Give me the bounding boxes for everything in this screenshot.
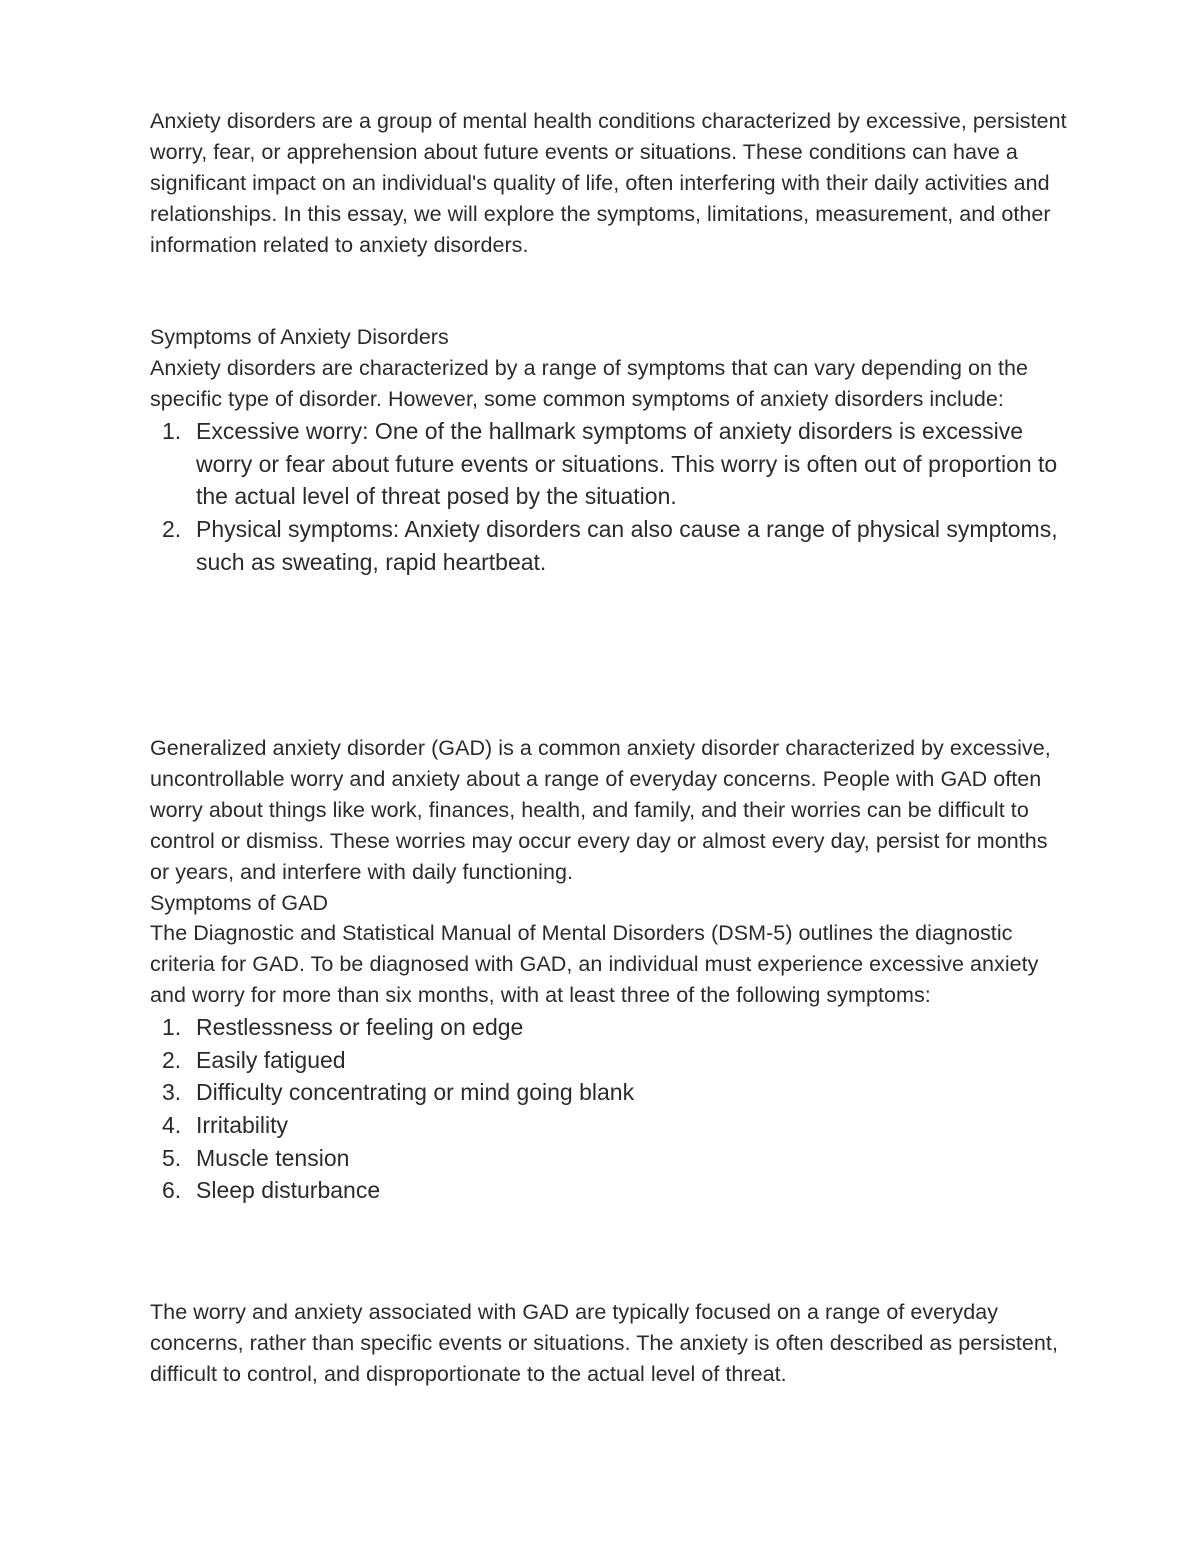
list-item-number: 4.: [162, 1111, 182, 1138]
list-item-text: Excessive worry: One of the hallmark symptoms of anxiety disorders is excessive worry or fear about future events or situations. This worry is often out of proportion to the actual level of threat posed by the situation.: [196, 417, 1058, 510]
list-item: [150, 1044, 1070, 1077]
list-item-number: 2.: [162, 516, 182, 543]
list-item: [150, 1011, 1070, 1044]
list-item-text: Irritability: [196, 1111, 289, 1138]
closing-paragraph: The worry and anxiety associated with GAD are typically focused on a range of everyday concerns, rather than specific events or situations. The anxiety is often described as persistent, difficult to control, and disproportionate to the actual level of threat.: [150, 1300, 1058, 1386]
symptoms-paragraph: Anxiety disorders are characterized by a range of symptoms that can vary depending on the specific type of disorder. However, some common symptoms of anxiety disorders include:: [150, 355, 1029, 411]
list-item: [150, 1142, 1070, 1175]
list-item-text: Muscle tension: [196, 1144, 350, 1171]
list-item-number: 1.: [162, 417, 182, 444]
symptoms-heading: Symptoms of Anxiety Disorders: [150, 325, 449, 349]
list-item-number: 3.: [162, 1079, 182, 1106]
list-item: [150, 513, 1070, 579]
gad-symptoms-list: [150, 1011, 1070, 1207]
list-item: [150, 415, 1070, 513]
symptoms-list: [150, 415, 1070, 579]
list-item: [150, 1109, 1070, 1142]
list-item-number: 2.: [162, 1046, 182, 1073]
closing-block: [150, 1297, 1070, 1390]
gad-criteria-paragraph: The Diagnostic and Statistical Manual of Mental Disorders (DSM-5) outlines the diagnostic criteria for GAD. To be diagnosed with GAD, an individual must experience excessive anxiety and worry for more than six months, with at least three of the following symptoms:: [150, 921, 1039, 1008]
intro-block: [150, 106, 1070, 261]
list-item-text: Restlessness or feeling on edge: [196, 1014, 524, 1041]
list-item-number: 5.: [162, 1144, 182, 1171]
list-item: [150, 1076, 1070, 1109]
gad-paragraph: Generalized anxiety disorder (GAD) is a common anxiety disorder characterized by excessive, uncontrollable worry and anxiety about a range of everyday concerns. People with GAD often worry about things like work, finances, health, and family, and their worries can be difficult to control or dismiss. These worries may occur every day or almost every day, persist for months or years, and interfere with daily functioning.: [150, 736, 1051, 884]
list-item-text: Physical symptoms: Anxiety disorders can also cause a range of physical symptoms, such as sweating, rapid heartbeat.: [196, 516, 1058, 575]
intro-paragraph: Anxiety disorders are a group of mental health conditions characterized by excessive, persistent worry, fear, or apprehension about future events or situations. These conditions can have a significant impact on an individual's quality of life, often interfering with their daily activities and relationships. In this essay, we will explore the symptoms, limitations, measurement, and other information related to anxiety disorders.: [150, 109, 1067, 257]
symptoms-section: [150, 322, 1070, 579]
list-item-number: 1.: [162, 1014, 182, 1041]
list-item-number: 6.: [162, 1177, 182, 1204]
list-item-text: Sleep disturbance: [196, 1177, 381, 1204]
list-item-text: Difficulty concentrating or mind going blank: [196, 1079, 635, 1106]
gad-section: [150, 733, 1070, 1207]
gad-heading: Symptoms of GAD: [150, 890, 329, 915]
list-item-text: Easily fatigued: [196, 1046, 346, 1073]
list-item: [150, 1174, 1070, 1207]
